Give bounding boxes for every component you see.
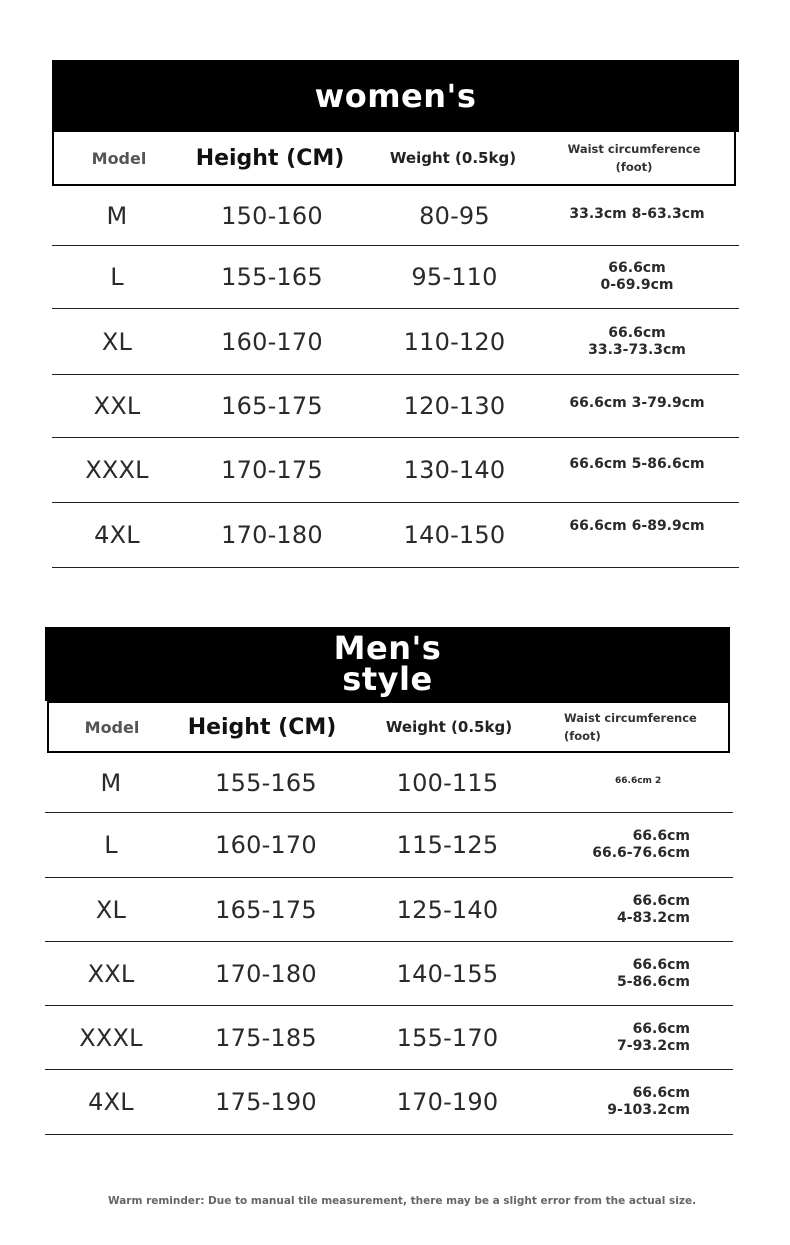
waist-cell: 66.6cm 4-83.2cm (617, 892, 690, 926)
height-cell: 155-165 (215, 768, 317, 797)
weight-cell: 100-115 (396, 768, 499, 797)
size-cell: M (106, 201, 128, 230)
men-title-bar (45, 627, 730, 701)
warm-reminder-note: Warm reminder: Due to manual tile measurement, there may be a slight error from the actual size. (108, 1195, 697, 1207)
weight-cell: 155-170 (396, 1023, 499, 1052)
table-row (45, 878, 733, 942)
height-cell: 170-180 (215, 959, 317, 988)
table-row (45, 942, 733, 1006)
size-cell: XL (101, 327, 133, 356)
waist-cell: 66.6cm 5-86.6cm (569, 456, 705, 472)
waist-cell: 66.6cm 5-86.6cm (617, 956, 690, 990)
women-size-table (52, 60, 739, 568)
waist-cell: 66.6cm 9-103.2cm (607, 1085, 690, 1118)
men-size-table (45, 627, 733, 1135)
table-row (52, 246, 739, 309)
table-row (52, 438, 739, 503)
height-cell: 155-165 (221, 263, 323, 291)
waist-cell: 66.6cm 3-79.9cm (569, 395, 705, 411)
size-cell: XXXL (79, 1023, 143, 1052)
table-row (45, 813, 733, 878)
men-header-waist: Waist circumference (foot) (564, 711, 697, 743)
waist-cell: 66.6cm 6-89.9cm (569, 518, 705, 534)
men-header-height: Height (CM) (187, 714, 337, 740)
size-cell: XXL (87, 959, 135, 988)
table-row (45, 753, 733, 813)
women-header-row (52, 132, 736, 186)
women-header-height: Height (CM) (195, 145, 345, 171)
size-cell: L (104, 831, 118, 859)
weight-cell: 80-95 (419, 201, 490, 230)
height-cell: 160-170 (215, 831, 317, 859)
weight-cell: 120-130 (403, 392, 506, 420)
table-row (52, 503, 739, 568)
waist-cell: 33.3cm 8-63.3cm (569, 206, 705, 222)
men-header-row (47, 701, 730, 753)
height-cell: 165-175 (215, 895, 317, 924)
waist-cell: 66.6cm 2 (615, 776, 662, 786)
table-row (52, 309, 739, 375)
women-header-waist: Waist circumference (foot) (567, 142, 701, 174)
waist-cell: 66.6cm 0-69.9cm (600, 260, 674, 293)
size-cell: XXL (93, 392, 141, 420)
size-cell: XL (95, 895, 127, 924)
table-row (52, 186, 739, 246)
weight-cell: 140-150 (403, 521, 506, 549)
weight-cell: 110-120 (403, 327, 506, 356)
size-cell: 4XL (88, 1088, 134, 1116)
men-header-weight: Weight (0.5kg) (385, 718, 513, 736)
weight-cell: 125-140 (396, 895, 499, 924)
height-cell: 150-160 (221, 201, 323, 230)
size-cell: 4XL (94, 521, 140, 549)
waist-cell: 66.6cm 33.3-73.3cm (588, 324, 686, 358)
women-title-bar (52, 60, 739, 132)
size-cell: L (110, 263, 124, 291)
height-cell: 160-170 (221, 327, 323, 356)
size-cell: XXXL (85, 456, 149, 484)
weight-cell: 115-125 (396, 831, 499, 859)
table-row (45, 1070, 733, 1135)
weight-cell: 95-110 (411, 263, 498, 291)
height-cell: 165-175 (221, 392, 323, 420)
height-cell: 170-175 (221, 456, 323, 484)
table-row (45, 1006, 733, 1070)
men-header-model: Model (84, 717, 140, 737)
weight-cell: 140-155 (396, 959, 499, 988)
size-cell: M (100, 768, 122, 797)
women-title: women's (314, 76, 477, 115)
height-cell: 170-180 (221, 521, 323, 549)
men-title: Men's style (333, 629, 442, 698)
weight-cell: 130-140 (403, 456, 506, 484)
women-header-weight: Weight (0.5kg) (389, 149, 517, 167)
height-cell: 175-185 (215, 1023, 317, 1052)
waist-cell: 66.6cm 66.6-76.6cm (592, 828, 690, 861)
height-cell: 175-190 (215, 1088, 317, 1116)
women-header-model: Model (91, 148, 147, 168)
table-row (52, 375, 739, 438)
waist-cell: 66.6cm 7-93.2cm (617, 1020, 690, 1054)
weight-cell: 170-190 (396, 1088, 499, 1116)
